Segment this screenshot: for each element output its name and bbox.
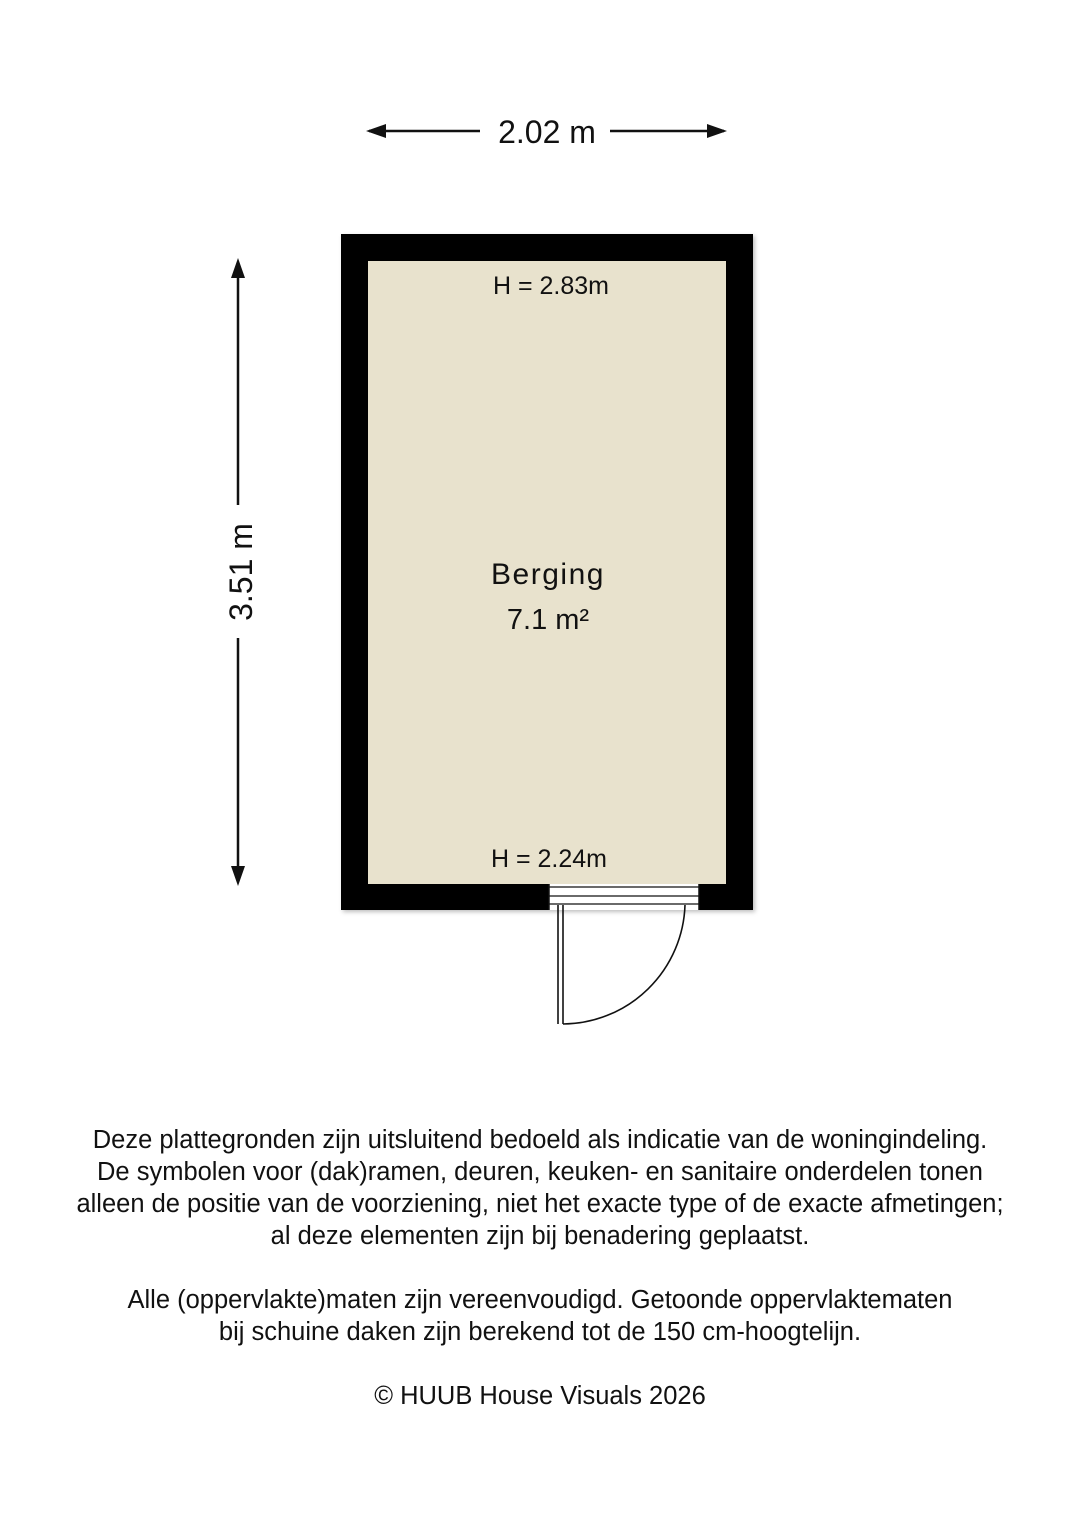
depth-label: 3.51 m (223, 523, 259, 621)
disclaimer-line: alleen de positie van de voorziening, niet het exacte type of de exacte afmetingen; (76, 1190, 1004, 1218)
disclaimer-line: De symbolen voor (dak)ramen, deuren, keuken- en sanitaire onderdelen tonen (97, 1158, 983, 1186)
room-name: Berging (491, 558, 605, 591)
width-arrowhead-right (707, 124, 727, 138)
paragraph-spacer (0, 1348, 1080, 1380)
room-area: 7.1 m² (506, 604, 590, 636)
door-opening (549, 884, 699, 910)
width-arrowhead-left (366, 124, 386, 138)
disclaimer-line: Alle (oppervlakte)maten zijn vereenvoudigd. Getoonde oppervlaktematen (127, 1286, 953, 1314)
depth-arrowhead-bottom (231, 866, 245, 886)
depth-arrowhead-top (231, 258, 245, 278)
width-label: 2.02 m (498, 114, 596, 150)
width-dimension (366, 114, 727, 150)
ceiling-height-top: H = 2.83m (492, 272, 610, 300)
disclaimer-line: Deze plattegronden zijn uitsluitend bedoeld als indicatie van de woningindeling. (92, 1126, 988, 1154)
depth-dimension (223, 258, 259, 886)
door-swing-arc (563, 905, 685, 1024)
disclaimer-line: bij schuine daken zijn berekend tot de 150 cm-hoogtelijn. (218, 1318, 862, 1346)
ceiling-height-bottom: H = 2.24m (490, 845, 608, 873)
copyright-notice: © HUUB House Visuals 2026 (374, 1382, 706, 1410)
paragraph-spacer (0, 1252, 1080, 1284)
door-icon (558, 905, 685, 1024)
disclaimer (0, 1124, 1080, 1412)
room-berging (341, 234, 753, 1024)
disclaimer-line: al deze elementen zijn bij benadering geplaatst. (270, 1222, 810, 1250)
